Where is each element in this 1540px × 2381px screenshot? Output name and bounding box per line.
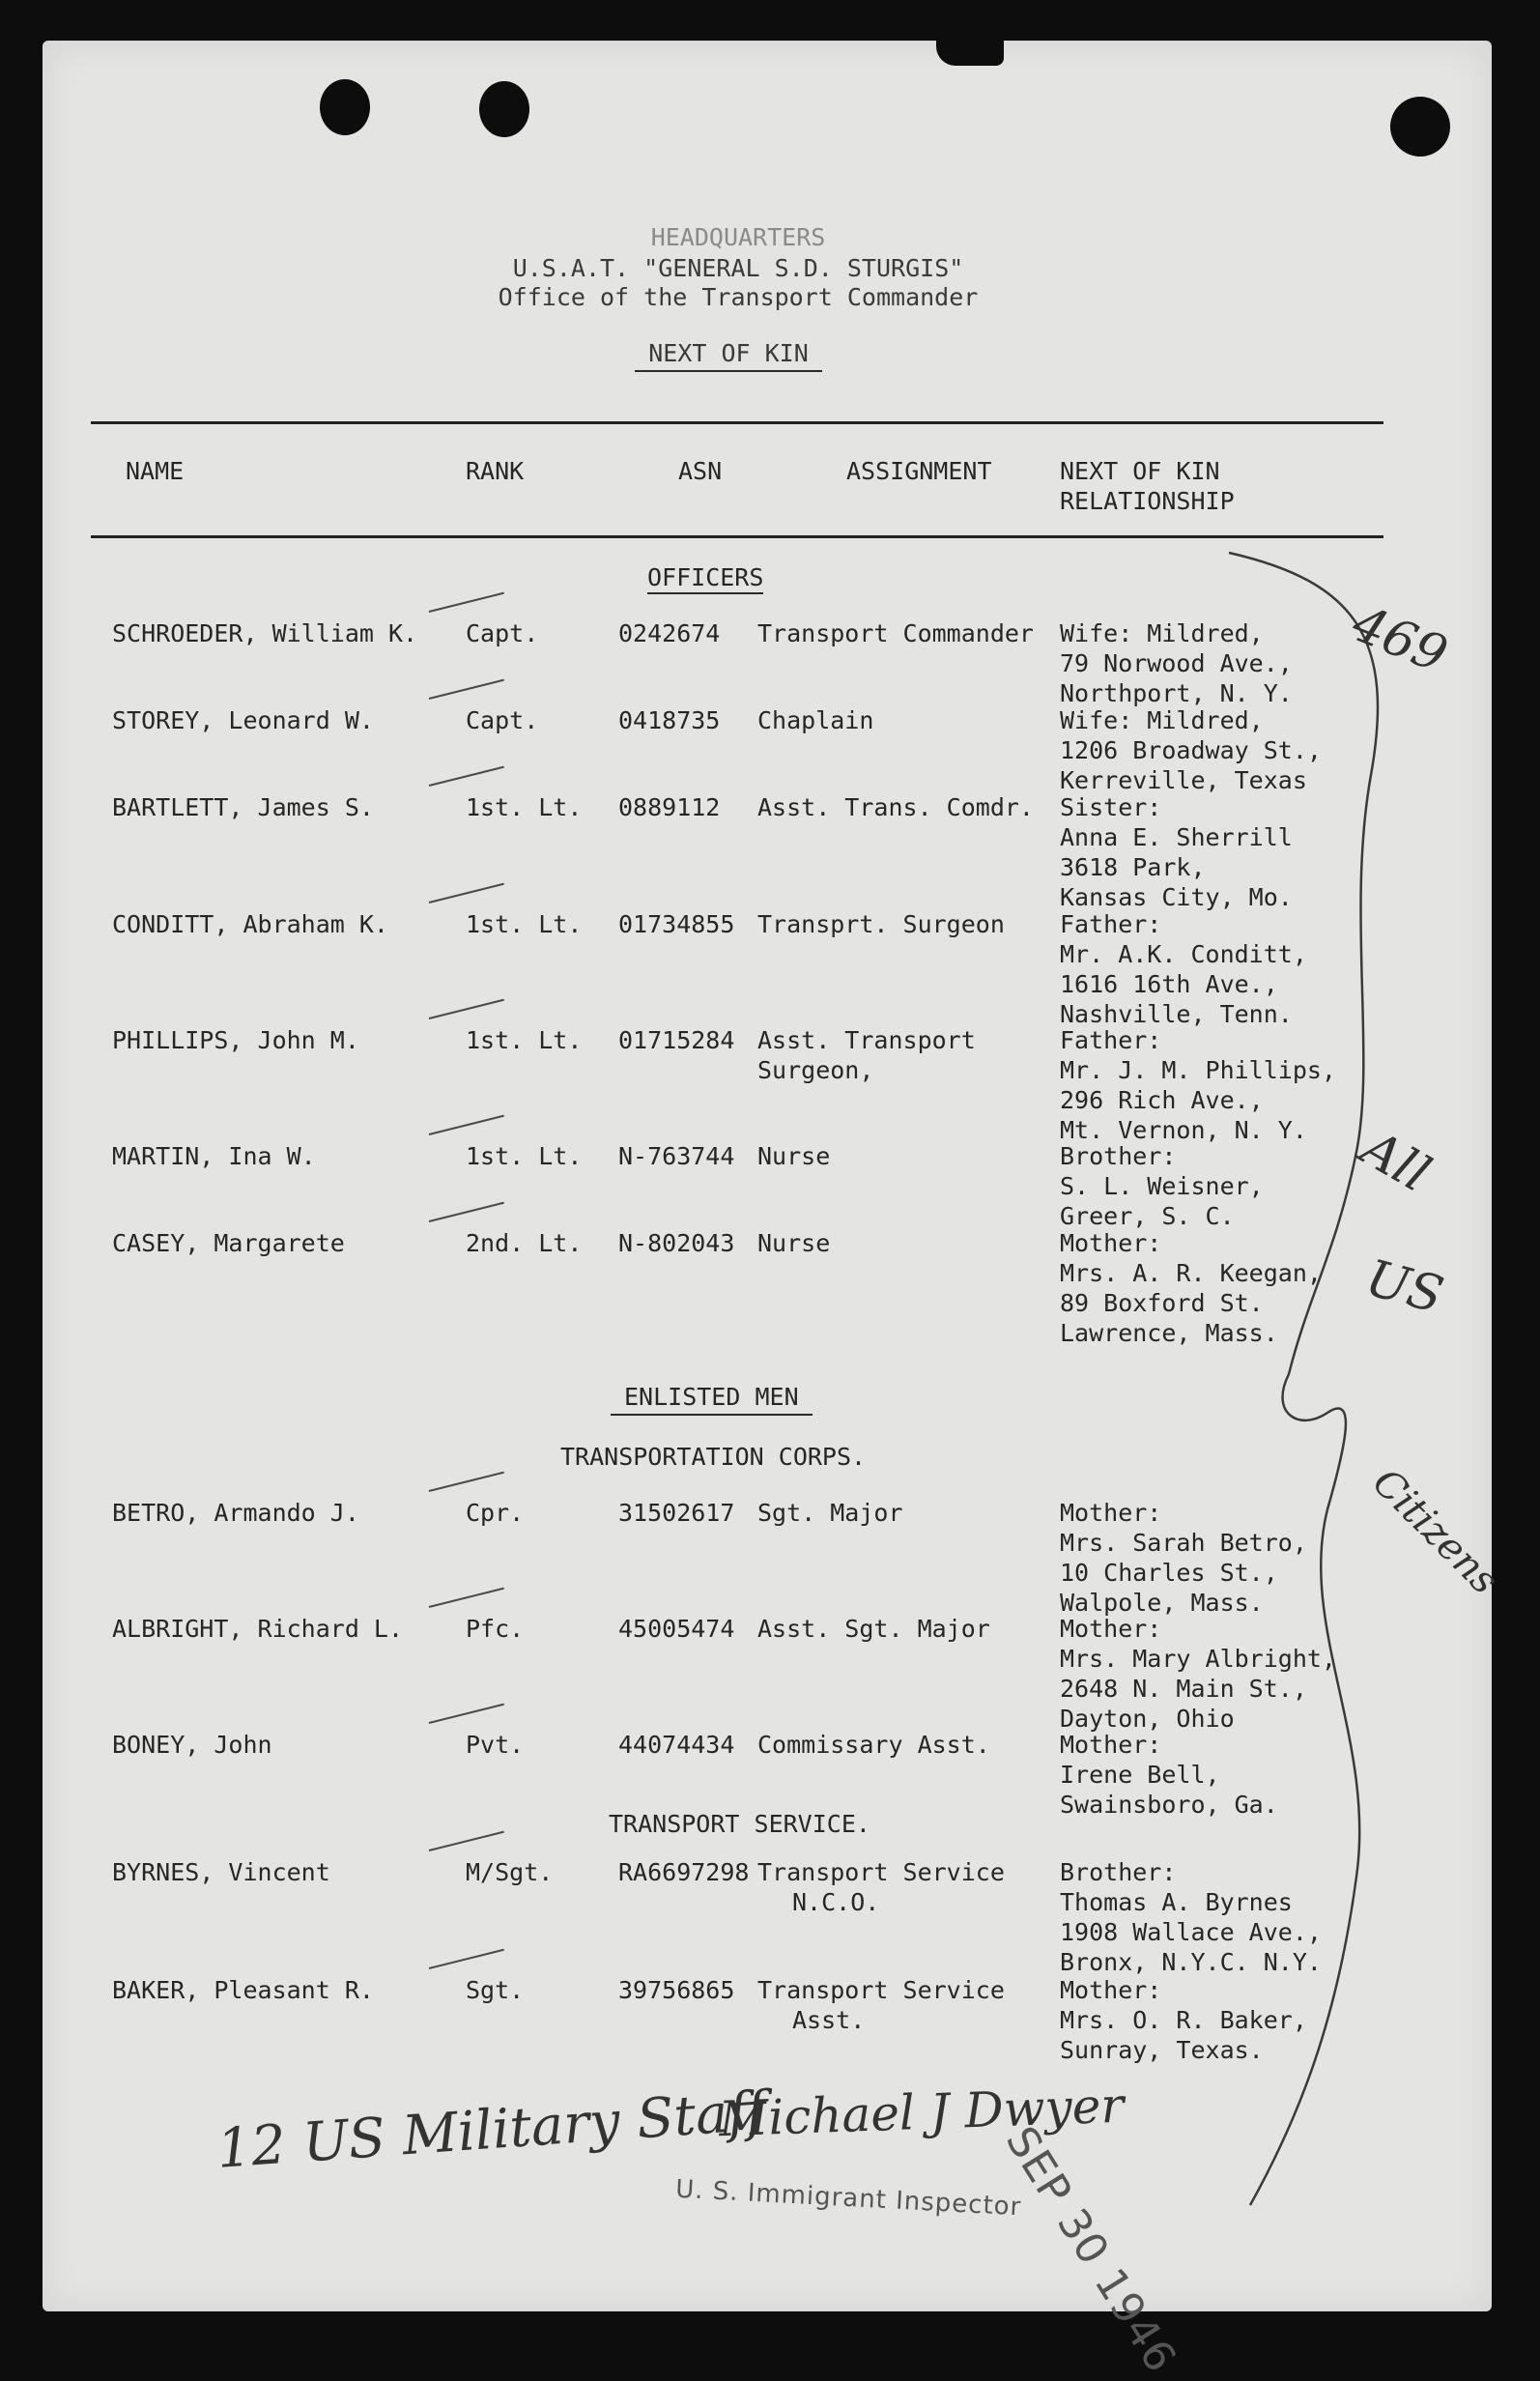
- row-name: PHILLIPS, John M.: [112, 1026, 359, 1054]
- row-kin-line: Greer, S. C.: [1060, 1202, 1235, 1230]
- row-assignment: Transport Commander: [757, 619, 1034, 647]
- row-asn: 0242674: [618, 619, 721, 647]
- row-assignment: Asst. Trans. Comdr.: [757, 793, 1034, 821]
- row-kin-line: Mr. A.K. Conditt,: [1060, 940, 1307, 968]
- row-asn: 01734855: [618, 910, 735, 938]
- row-name: CASEY, Margarete: [112, 1229, 345, 1257]
- row-rank: 1st. Lt.: [466, 793, 583, 821]
- document-title: NEXT OF KIN: [4, 338, 1453, 372]
- inspector-stamp: U. S. Immigrant Inspector: [674, 2174, 1023, 2223]
- row-kin-line: Mother:: [1060, 1976, 1162, 2004]
- row-kin-line: 1206 Broadway St.,: [1060, 736, 1322, 764]
- section-enlisted: ENLISTED MEN: [611, 1382, 813, 1416]
- row-rank: Sgt.: [466, 1976, 525, 2004]
- row-kin-line: Sunray, Texas.: [1060, 2036, 1264, 2064]
- row-kin-line: Anna E. Sherrill: [1060, 823, 1293, 851]
- row-asn: 0418735: [618, 706, 721, 734]
- row-kin-line: 296 Rich Ave.,: [1060, 1086, 1264, 1114]
- row-asn: N-802043: [618, 1229, 735, 1257]
- row-kin-line: 1908 Wallace Ave.,: [1060, 1918, 1322, 1946]
- row-assignment: Commissary Asst.: [757, 1731, 990, 1759]
- row-name: SCHROEDER, William K.: [112, 619, 418, 647]
- row-kin-line: 3618 Park,: [1060, 853, 1206, 881]
- row-asn: 39756865: [618, 1976, 735, 2004]
- row-kin-line: Lawrence, Mass.: [1060, 1319, 1278, 1347]
- row-name: BYRNES, Vincent: [112, 1858, 330, 1886]
- row-assignment: Asst. Transport: [757, 1026, 976, 1054]
- col-assignment: ASSIGNMENT: [846, 457, 992, 485]
- bracket-curve: [1229, 553, 1378, 2205]
- row-kin-line: Wife: Mildred,: [1060, 619, 1264, 647]
- col-rank: RANK: [466, 457, 525, 485]
- row-kin-line: Mother:: [1060, 1731, 1162, 1759]
- row-name: CONDITT, Abraham K.: [112, 910, 388, 938]
- row-kin-line: Mrs. O. R. Baker,: [1060, 2006, 1307, 2034]
- col-name: NAME: [126, 457, 185, 485]
- row-kin-line: Irene Bell,: [1060, 1761, 1220, 1789]
- row-rank: 1st. Lt.: [466, 910, 583, 938]
- row-assignment-2: N.C.O.: [792, 1888, 880, 1916]
- row-rank: 1st. Lt.: [466, 1026, 583, 1054]
- row-kin-line: Swainsboro, Ga.: [1060, 1791, 1278, 1819]
- date-stamp: SEP 30 1946: [995, 2118, 1186, 2381]
- row-kin-line: Father:: [1060, 910, 1162, 938]
- row-kin-line: 10 Charles St.,: [1060, 1559, 1278, 1587]
- row-kin-line: Mother:: [1060, 1229, 1162, 1257]
- row-assignment: Sgt. Major: [757, 1499, 903, 1527]
- row-assignment-2: Asst.: [792, 2006, 866, 2034]
- row-kin-line: Mother:: [1060, 1499, 1162, 1527]
- row-rank: Capt.: [466, 619, 539, 647]
- row-kin-line: Walpole, Mass.: [1060, 1589, 1264, 1617]
- row-name: BAKER, Pleasant R.: [112, 1976, 374, 2004]
- row-kin-line: Sister:: [1060, 793, 1162, 821]
- row-kin-line: Mrs. Mary Albright,: [1060, 1645, 1336, 1673]
- document-page: [43, 41, 1507, 2381]
- row-kin-line: Northport, N. Y.: [1060, 679, 1293, 707]
- row-name: STOREY, Leonard W.: [112, 706, 374, 734]
- row-kin-line: Wife: Mildred,: [1060, 706, 1264, 734]
- row-assignment: Chaplain: [757, 706, 874, 734]
- row-assignment: Nurse: [757, 1142, 831, 1170]
- row-name: BETRO, Armando J.: [112, 1499, 359, 1527]
- col-kin-1: NEXT OF KIN: [1060, 457, 1220, 485]
- row-asn: N-763744: [618, 1142, 735, 1170]
- row-kin-line: Mrs. A. R. Keegan,: [1060, 1259, 1322, 1287]
- col-asn: ASN: [678, 457, 723, 485]
- row-name: BARTLETT, James S.: [112, 793, 374, 821]
- row-kin-line: 89 Boxford St.: [1060, 1289, 1264, 1317]
- header-line-1: HEADQUARTERS: [650, 223, 826, 251]
- row-rank: Pfc.: [466, 1615, 525, 1643]
- margin-number: 469: [1344, 594, 1455, 685]
- row-kin-line: Mr. J. M. Phillips,: [1060, 1056, 1336, 1084]
- row-asn: 01715284: [618, 1026, 735, 1054]
- row-kin-line: S. L. Weisner,: [1060, 1172, 1264, 1200]
- section-transport-service: TRANSPORT SERVICE.: [609, 1810, 870, 1838]
- row-kin-line: 1616 16th Ave.,: [1060, 970, 1278, 998]
- row-rank: 1st. Lt.: [466, 1142, 583, 1170]
- row-rank: Pvt.: [466, 1731, 525, 1759]
- header-line-3: Office of the Transport Commander: [498, 283, 979, 311]
- row-name: ALBRIGHT, Richard L.: [112, 1615, 404, 1643]
- header-line-2: U.S.A.T. "GENERAL S.D. STURGIS": [512, 254, 964, 282]
- row-kin-line: Nashville, Tenn.: [1060, 1000, 1293, 1028]
- signature: Michael J Dwyer: [718, 2077, 1126, 2148]
- note-all: All: [1351, 1119, 1440, 1204]
- note-us: US: [1359, 1248, 1449, 1326]
- row-kin-line: Kansas City, Mo.: [1060, 883, 1293, 911]
- row-kin-line: 2648 N. Main St.,: [1060, 1675, 1307, 1703]
- row-assignment-2: Surgeon,: [757, 1056, 874, 1084]
- row-asn: RA6697298: [618, 1858, 750, 1886]
- row-assignment: Nurse: [757, 1229, 831, 1257]
- col-kin-2: RELATIONSHIP: [1060, 487, 1235, 515]
- row-kin-line: Mrs. Sarah Betro,: [1060, 1529, 1307, 1557]
- row-kin-line: Brother:: [1060, 1858, 1177, 1886]
- row-asn: 31502617: [618, 1499, 735, 1527]
- row-kin-line: Dayton, Ohio: [1060, 1705, 1235, 1733]
- row-kin-line: Mother:: [1060, 1615, 1162, 1643]
- row-assignment: Transprt. Surgeon: [757, 910, 1005, 938]
- row-kin-line: Mt. Vernon, N. Y.: [1060, 1116, 1307, 1144]
- row-kin-line: Kerreville, Texas: [1060, 766, 1307, 794]
- row-kin-line: Thomas A. Byrnes: [1060, 1888, 1293, 1916]
- section-officers: OFFICERS: [647, 562, 763, 594]
- row-asn: 45005474: [618, 1615, 735, 1643]
- row-kin-line: Brother:: [1060, 1142, 1177, 1170]
- row-rank: Capt.: [466, 706, 539, 734]
- row-rank: M/Sgt.: [466, 1858, 554, 1886]
- row-kin-line: Father:: [1060, 1026, 1162, 1054]
- row-assignment: Asst. Sgt. Major: [757, 1615, 990, 1643]
- row-kin-line: 79 Norwood Ave.,: [1060, 649, 1293, 677]
- row-asn: 0889112: [618, 793, 721, 821]
- row-asn: 44074434: [618, 1731, 735, 1759]
- section-transportation-corps: TRANSPORTATION CORPS.: [560, 1443, 867, 1471]
- note-citizens: Citizens: [1363, 1459, 1507, 1604]
- row-name: MARTIN, Ina W.: [112, 1142, 316, 1170]
- row-name: BONEY, John: [112, 1731, 272, 1759]
- row-assignment: Transport Service: [757, 1976, 1005, 2004]
- bracket-curve-svg: [43, 41, 1492, 2311]
- row-assignment: Transport Service: [757, 1858, 1005, 1886]
- row-rank: Cpr.: [466, 1499, 525, 1527]
- footer-note: 12 US Military Staff: [214, 2080, 769, 2181]
- row-rank: 2nd. Lt.: [466, 1229, 583, 1257]
- row-kin-line: Bronx, N.Y.C. N.Y.: [1060, 1948, 1322, 1976]
